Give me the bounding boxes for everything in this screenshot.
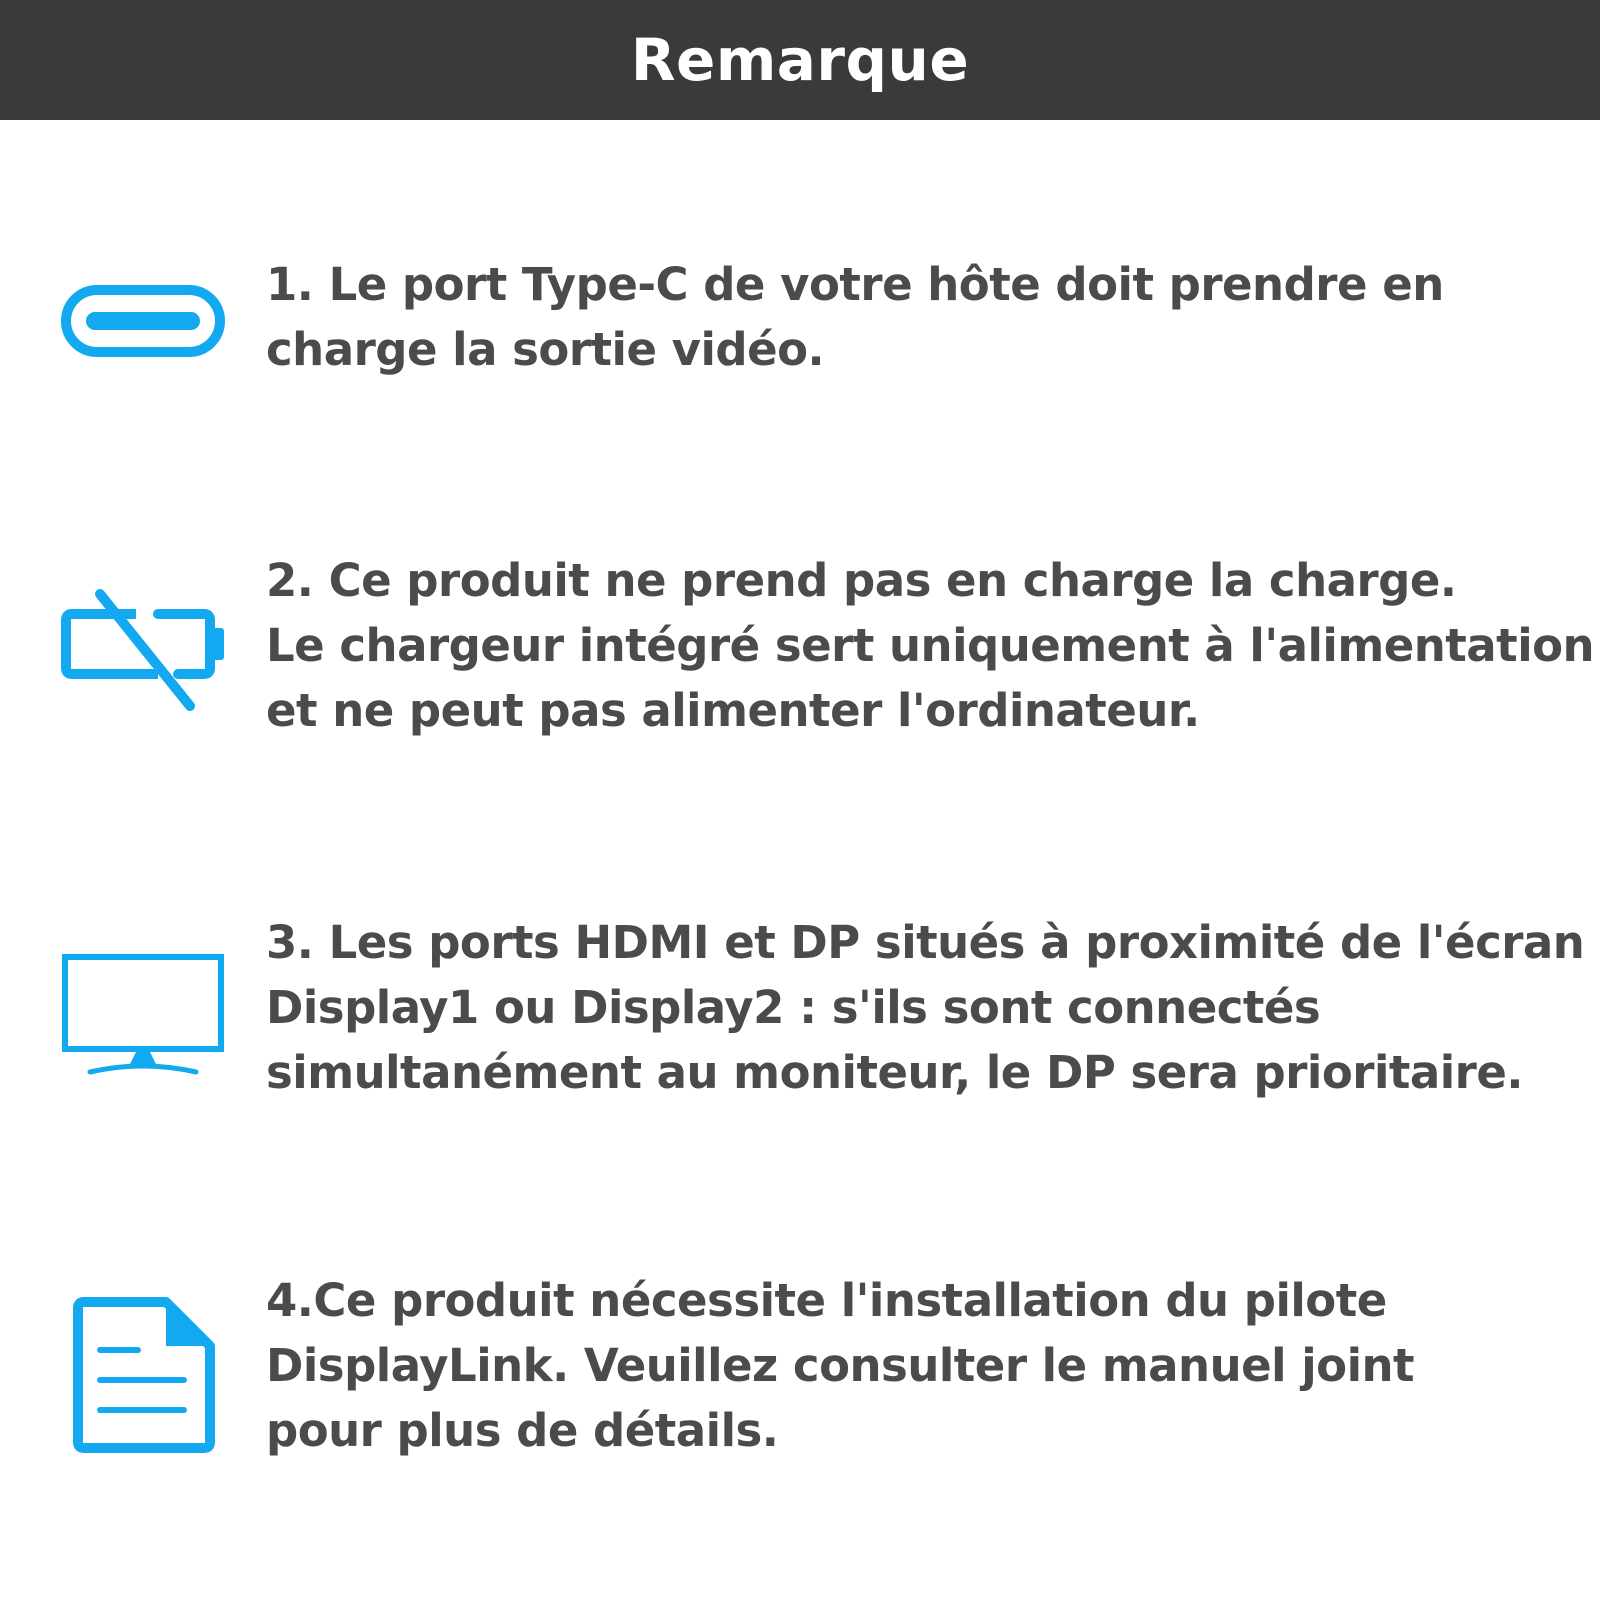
- page-title: Remarque: [630, 26, 970, 94]
- note-line: pour plus de détails.: [266, 1404, 779, 1457]
- note-line: Display1 ou Display2 : s'ils sont connectés: [266, 981, 1321, 1034]
- usb-c-port-icon: [58, 284, 228, 360]
- document-icon: [58, 1296, 228, 1456]
- note-text-3: [266, 910, 1586, 1105]
- note-line: charge la sortie vidéo.: [266, 323, 825, 376]
- note-line: 2. Ce produit ne prend pas en charge la charge.: [266, 554, 1457, 607]
- note-line: 4.Ce produit nécessite l'installation du pilote: [266, 1274, 1387, 1327]
- monitor-icon: [58, 952, 228, 1076]
- note-text-2: [266, 548, 1595, 743]
- note-line: Le chargeur intégré sert uniquement à l'alimentation: [266, 619, 1595, 672]
- note-line: simultanément au moniteur, le DP sera prioritaire.: [266, 1046, 1523, 1099]
- note-line: 1. Le port Type-C de votre hôte doit prendre en: [266, 258, 1444, 311]
- note-text-4: [266, 1268, 1586, 1463]
- note-text-1: [266, 252, 1586, 382]
- battery-no-charging-icon: [58, 584, 228, 714]
- note-line: 3. Les ports HDMI et DP situés à proximité de l'écran: [266, 916, 1585, 969]
- note-line: et ne peut pas alimenter l'ordinateur.: [266, 684, 1200, 737]
- header-bar: [0, 0, 1600, 120]
- note-line: DisplayLink. Veuillez consulter le manuel joint: [266, 1339, 1415, 1392]
